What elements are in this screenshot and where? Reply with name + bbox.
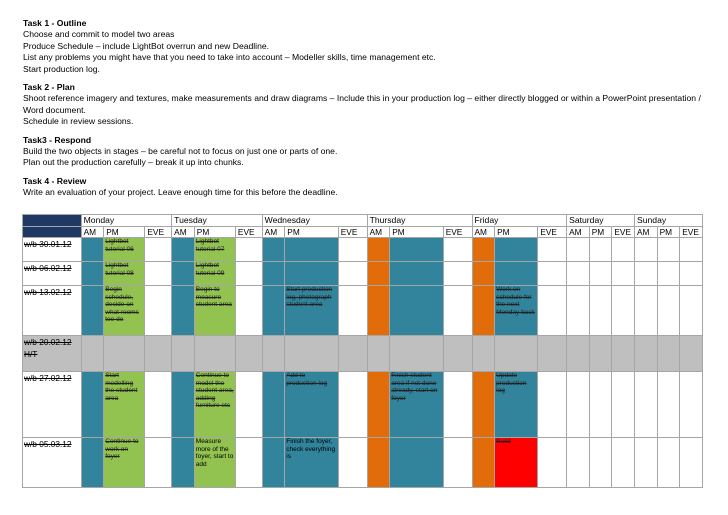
task-cell: Add to production log bbox=[285, 372, 338, 438]
task-line: Produce Schedule – include LightBot overrun and new Deadline. bbox=[23, 40, 270, 51]
slot-pm: PM bbox=[495, 227, 538, 238]
day-monday: Monday bbox=[81, 215, 172, 227]
task-cell: Lightbot tutorial 08 bbox=[104, 262, 145, 286]
week-row bbox=[23, 372, 703, 438]
task-heading: Task 1 - Outline bbox=[23, 18, 87, 28]
task-cell: Begin to measure student area bbox=[194, 286, 235, 336]
task-cell: Measure more of the foyer, start to add bbox=[194, 438, 235, 488]
task-cell: Continue to model the student area, adding furniture etc bbox=[194, 372, 235, 438]
task-cell: Begin schedule, decide on what rooms too do bbox=[104, 286, 145, 336]
day-thursday: Thursday bbox=[367, 215, 472, 227]
schedule-table bbox=[22, 214, 703, 488]
task-line: List any problems you might have that you need to take into account – Modeller skills, time management etc. bbox=[23, 52, 436, 63]
day-saturday: Saturday bbox=[567, 215, 635, 227]
week-label: w/b 06.02.12 bbox=[23, 262, 82, 286]
slot-eve: EVE bbox=[538, 227, 567, 238]
slot-am: AM bbox=[262, 227, 285, 238]
task-list bbox=[23, 18, 713, 206]
corner-cell bbox=[23, 215, 82, 227]
task-line: Build the two objects in stages – be careful not to focus on just one or parts of one. bbox=[23, 146, 338, 157]
task-line: Schedule in review sessions. bbox=[23, 116, 134, 127]
task-cell: Continue to work on foyer bbox=[104, 438, 145, 488]
slot-eve: EVE bbox=[338, 227, 367, 238]
task-2 bbox=[23, 82, 713, 128]
slot-pm: PM bbox=[194, 227, 235, 238]
task-heading: Task3 - Respond bbox=[23, 134, 92, 145]
day-tuesday: Tuesday bbox=[172, 215, 263, 227]
slot-am: AM bbox=[367, 227, 390, 238]
task-line: Plan out the production carefully – break it up into chunks. bbox=[23, 157, 244, 168]
task-cell: Finish student area if not done already, start on foyer bbox=[390, 372, 443, 438]
slot-header-row bbox=[23, 227, 703, 238]
task-cell: Lightbot tutorial 09 bbox=[194, 262, 235, 286]
task-cell: Lightbot tutorial 06 bbox=[104, 238, 145, 262]
task-cell: Start production log, photograph student area bbox=[285, 286, 338, 336]
slot-pm: PM bbox=[657, 227, 680, 238]
task-1 bbox=[23, 18, 713, 75]
task-cell: Update production log bbox=[495, 372, 538, 438]
task-line: Choose and commit to model two areas bbox=[23, 29, 175, 40]
slot-am: AM bbox=[172, 227, 195, 238]
week-label: w/b 13.02.12 bbox=[23, 286, 82, 336]
slot-pm: PM bbox=[104, 227, 145, 238]
task-line: Write an evaluation of your project. Leave enough time for this before the deadline. bbox=[23, 187, 338, 198]
task-line: Shoot reference imagery and textures, make measurements and draw diagrams – Include this in your production log – either directly blogged or within a PowerPoint presentation / Word document. bbox=[23, 93, 701, 115]
week-label: w/b 27.02.12 bbox=[23, 372, 82, 438]
slot-eve: EVE bbox=[612, 227, 635, 238]
task-4 bbox=[23, 176, 713, 199]
week-row bbox=[23, 238, 703, 262]
day-wednesday: Wednesday bbox=[262, 215, 367, 227]
slot-eve: EVE bbox=[443, 227, 472, 238]
slot-eve: EVE bbox=[145, 227, 172, 238]
slot-eve: EVE bbox=[235, 227, 262, 238]
task-3 bbox=[23, 135, 713, 169]
task-cell: Lightbot tutorial 07 bbox=[194, 238, 235, 262]
week-label: w/b 05.03.12 bbox=[23, 438, 82, 488]
task-line: Start production log. bbox=[23, 63, 100, 74]
corner-cell bbox=[23, 227, 82, 238]
day-header-row bbox=[23, 215, 703, 227]
slot-eve: EVE bbox=[680, 227, 703, 238]
week-row bbox=[23, 438, 703, 488]
day-sunday: Sunday bbox=[635, 215, 703, 227]
week-label: w/b 20.02.12 H/T bbox=[23, 336, 82, 372]
slot-pm: PM bbox=[390, 227, 443, 238]
week-label: w/b 30.01.12 bbox=[23, 238, 82, 262]
slot-pm: PM bbox=[285, 227, 338, 238]
task-heading: Task 2 - Plan bbox=[23, 82, 75, 93]
task-heading: Task 4 - Review bbox=[23, 175, 87, 186]
slot-am: AM bbox=[635, 227, 658, 238]
week-row-half-term bbox=[23, 336, 703, 372]
week-row bbox=[23, 286, 703, 336]
task-cell: Start modelling the student area bbox=[104, 372, 145, 438]
task-cell: Work on schedule for the next Monday back bbox=[495, 286, 538, 336]
task-cell: Build bbox=[495, 438, 538, 488]
slot-am: AM bbox=[567, 227, 590, 238]
day-friday: Friday bbox=[472, 215, 567, 227]
week-row bbox=[23, 262, 703, 286]
slot-pm: PM bbox=[589, 227, 612, 238]
slot-am: AM bbox=[472, 227, 495, 238]
task-cell: Finish the foyer, check everything is bbox=[285, 438, 338, 488]
slot-am: AM bbox=[81, 227, 104, 238]
